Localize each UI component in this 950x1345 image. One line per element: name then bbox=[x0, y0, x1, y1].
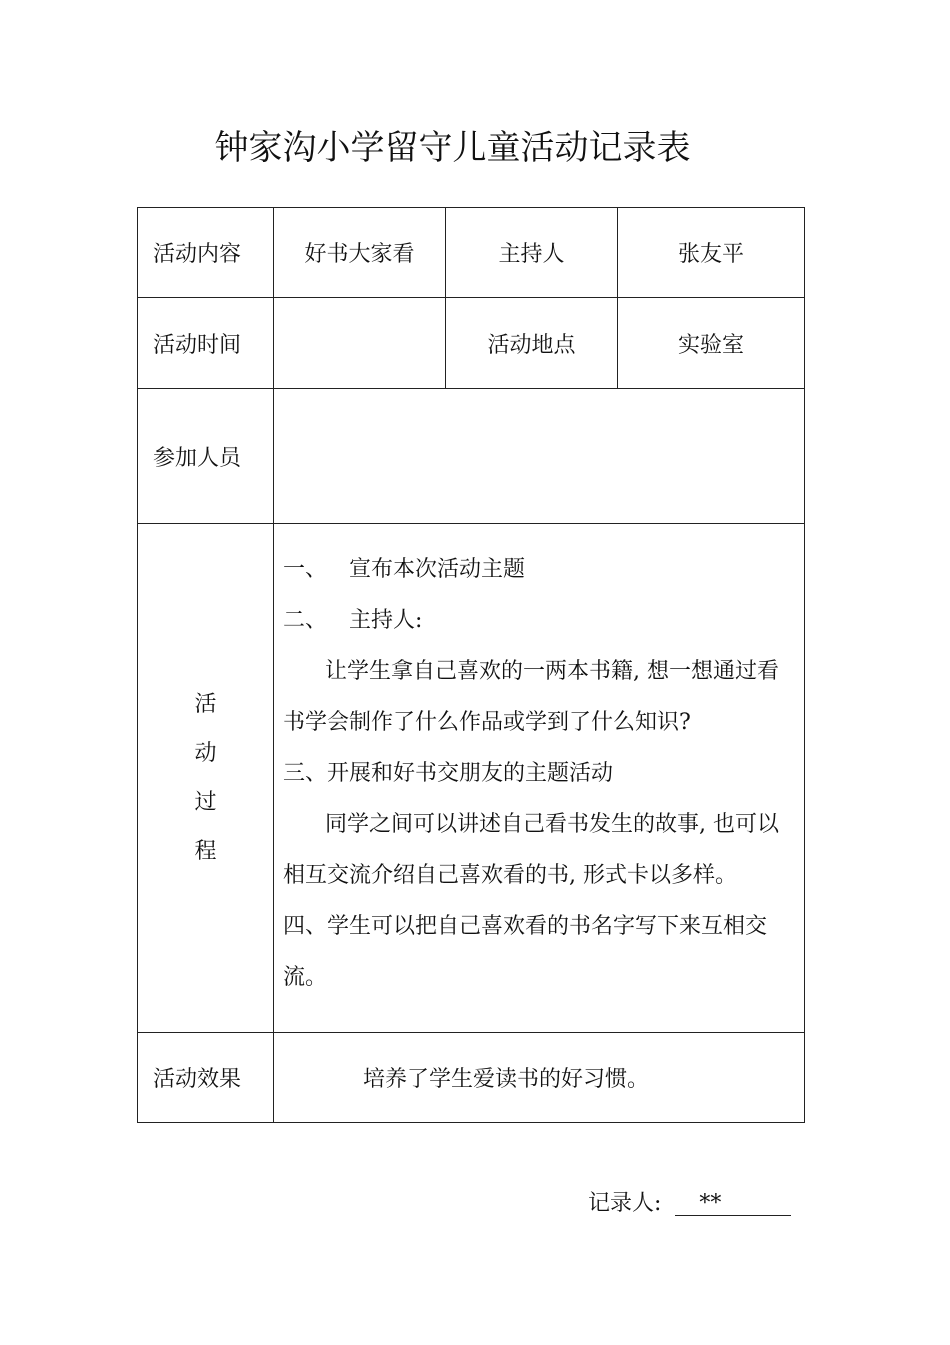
host-label: 主持人 bbox=[446, 208, 618, 298]
activity-time-value bbox=[274, 298, 446, 389]
item-text: 主持人: bbox=[349, 608, 423, 633]
effect-label: 活动效果 bbox=[138, 1033, 274, 1123]
process-label-char: 过 bbox=[194, 790, 217, 815]
recorder-label: 记录人: bbox=[588, 1191, 662, 1216]
activity-record-table bbox=[137, 207, 805, 1123]
participants-value bbox=[274, 389, 805, 524]
item-text: 宣布本次活动主题 bbox=[349, 557, 526, 582]
page-title: 钟家沟小学留守儿童活动记录表 bbox=[214, 128, 691, 168]
item-number: 一、 bbox=[283, 557, 328, 582]
activity-place-label: 活动地点 bbox=[446, 298, 618, 389]
recorder bbox=[588, 1186, 791, 1217]
process-item-4: 四、学生可以把自己喜欢看的书名字写下来互相交流。 bbox=[283, 914, 768, 990]
row-effect bbox=[138, 1033, 805, 1123]
process-content bbox=[274, 524, 805, 1033]
activity-content-value: 好书大家看 bbox=[274, 208, 446, 298]
process-label-char: 程 bbox=[194, 839, 217, 864]
process-label-char: 活 bbox=[194, 692, 217, 717]
recorder-value: ** bbox=[675, 1193, 791, 1216]
process-item-2 bbox=[283, 595, 790, 646]
row-activity-time bbox=[138, 298, 805, 389]
row-activity-content bbox=[138, 208, 805, 298]
activity-content-label: 活动内容 bbox=[138, 208, 274, 298]
process-item-3: 三、开展和好书交朋友的主题活动 bbox=[283, 761, 614, 786]
process-label-char: 动 bbox=[194, 741, 217, 766]
participants-label: 参加人员 bbox=[138, 389, 274, 524]
row-participants bbox=[138, 389, 805, 524]
activity-place-value: 实验室 bbox=[618, 298, 805, 389]
process-paragraph-1: 让学生拿自己喜欢的一两本书籍, 想一想通过看书学会制作了什么作品或学到了什么知识? bbox=[283, 659, 779, 735]
host-value: 张友平 bbox=[618, 208, 805, 298]
activity-time-label: 活动时间 bbox=[138, 298, 274, 389]
process-paragraph-2: 同学之间可以讲述自己看书发生的故事, 也可以相互交流介绍自己喜欢看的书, 形式卡以多样。 bbox=[283, 812, 779, 888]
row-process bbox=[138, 524, 805, 1033]
process-label bbox=[138, 524, 274, 1033]
effect-value: 培养了学生爱读书的好习惯。 bbox=[274, 1033, 805, 1123]
item-number: 二、 bbox=[283, 608, 328, 633]
process-item-1 bbox=[283, 544, 790, 595]
